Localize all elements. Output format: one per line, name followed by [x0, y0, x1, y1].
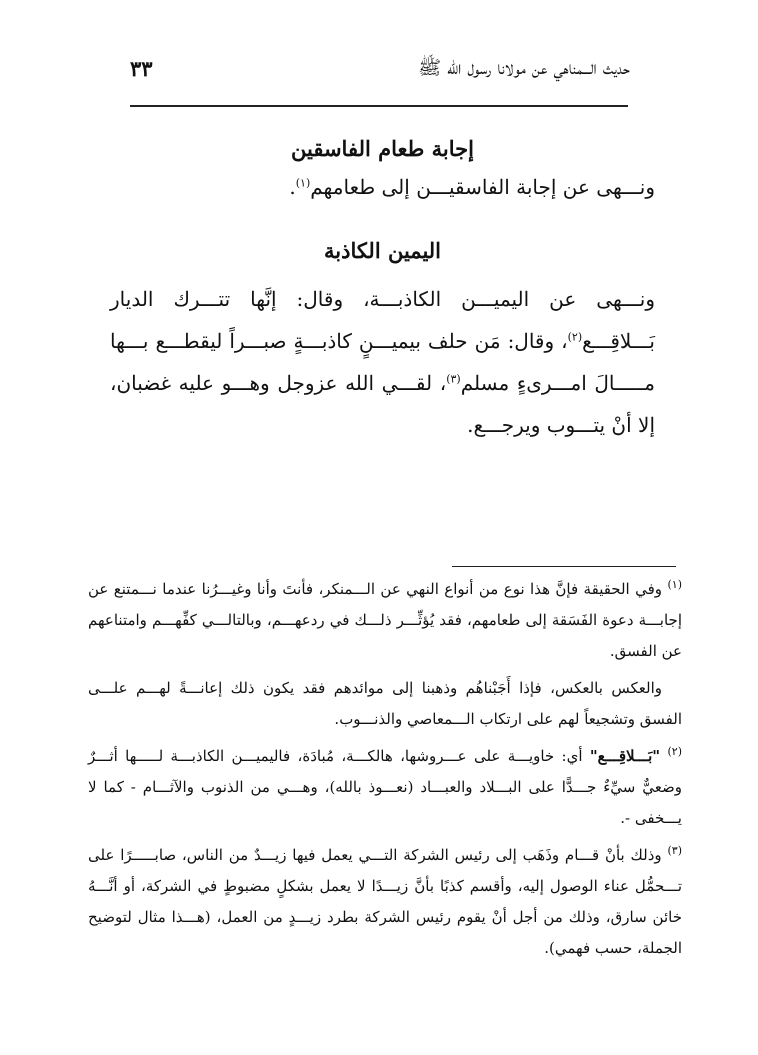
paragraph-text: ، لقـــي الله عزوجل وهـــو عليه غضبان، إلا أنْ يتـــوب ويرجـــع. — [110, 371, 655, 437]
footnote-3 — [88, 840, 682, 964]
footnote-2 — [88, 741, 682, 834]
footnotes — [88, 574, 682, 970]
footnote-ref: (٣) — [446, 372, 461, 386]
paragraph-text: ونـــهى عن إجابة الفاسقيـــن إلى طعامهم — [310, 175, 655, 199]
page-header — [120, 56, 630, 96]
page-number: ٣٣ — [130, 56, 153, 81]
paragraph-text: ونـــهى عن اليميـــن الكاذبـــة، وقال: إنَّها تتـــرك الديار بَـــلاقِـــع — [110, 287, 655, 353]
footnote-text: وذلك بأنْ قـــام وذَهَب إلى رئيس الشركة التـــي يعمل فيها زيـــدٌ من الناس، صابـــــرًا على تـــحمُّل عناء الوصول إليه، وأقسم كذبًا بأنَّ زيـــدًا لا يعمل بشكلٍ مضبوطٍ في الشركة، أو أنَّـــهُ خائن سارق، وذلك من أجل أنْ يقوم رئيس الشركة بطرد زيـــدٍ من العمل، (هـــذا مثال لتوضيح الجملة، حسب فهمي). — [88, 846, 682, 957]
footnote-text: وفي الحقيقة فإنَّ هذا نوع من أنواع النهي عن الـــمنكر، فأنتَ وأنا وغيـــرُنا عندما نـــمتنع عن إجابـــة دعوة الفَسَقة إلى طعامهم، فقد يُؤثِّـــر ذلـــك في ردعهـــم، وبالتالـــي كفِّهـــم وامتناعهم عن الفسق. — [88, 580, 682, 660]
section-heading-fasiqin: إجابة طعام الفاسقين — [291, 136, 474, 161]
paragraph — [110, 166, 655, 208]
footnote-1-continued: والعكس بالعكس، فإذا أَجَبْناهُم وذهبنا إلى موائدهم فقد يكون ذلك إعانـــةً لهـــم علـــى الفسق وتشجيعاً لهم على ارتكاب الـــمعاصي والذنـــوب. — [88, 679, 682, 728]
footnote-marker: (١) — [667, 578, 682, 591]
footnote-1 — [88, 574, 682, 667]
header-rule — [130, 105, 628, 107]
footnote-marker: (٣) — [667, 844, 682, 857]
footnote-ref: (٢) — [567, 330, 583, 344]
footnote-marker: (٢) — [667, 745, 682, 758]
footnote-term: "بَـــلاقِـــع" — [589, 747, 661, 765]
paragraph-text: ، وقال: مَن حلف بيميـــنٍ كاذبـــةٍ صبـــراً ليقطـــع بـــها مـــــالَ امـــرىءٍ مسلم — [110, 329, 655, 395]
paragraph-end: . — [289, 175, 296, 199]
footnote-text: أي: خاويـــة على عـــروشها، هالكـــة، مُبادَة، فاليميـــن الكاذبـــة لـــــها أثـــرٌ وضعيٌّ سيِّءٌ جـــدًّا على البـــلاد والعبـــاد (نعـــوذ بالله)، وهـــي من الذنوب والآثـــام - كما لا يـــخفى -. — [88, 747, 682, 827]
footnote-rule — [452, 566, 676, 567]
footnote-ref: (١) — [295, 176, 311, 190]
running-title: حديث الـــمناهي عن مولانا رسول الله ﷺ — [418, 57, 630, 79]
section-body-fasiqin — [110, 166, 655, 208]
section-body-yamin — [110, 278, 655, 446]
section-heading-yamin: اليمين الكاذبة — [323, 238, 442, 263]
paragraph — [110, 278, 655, 446]
